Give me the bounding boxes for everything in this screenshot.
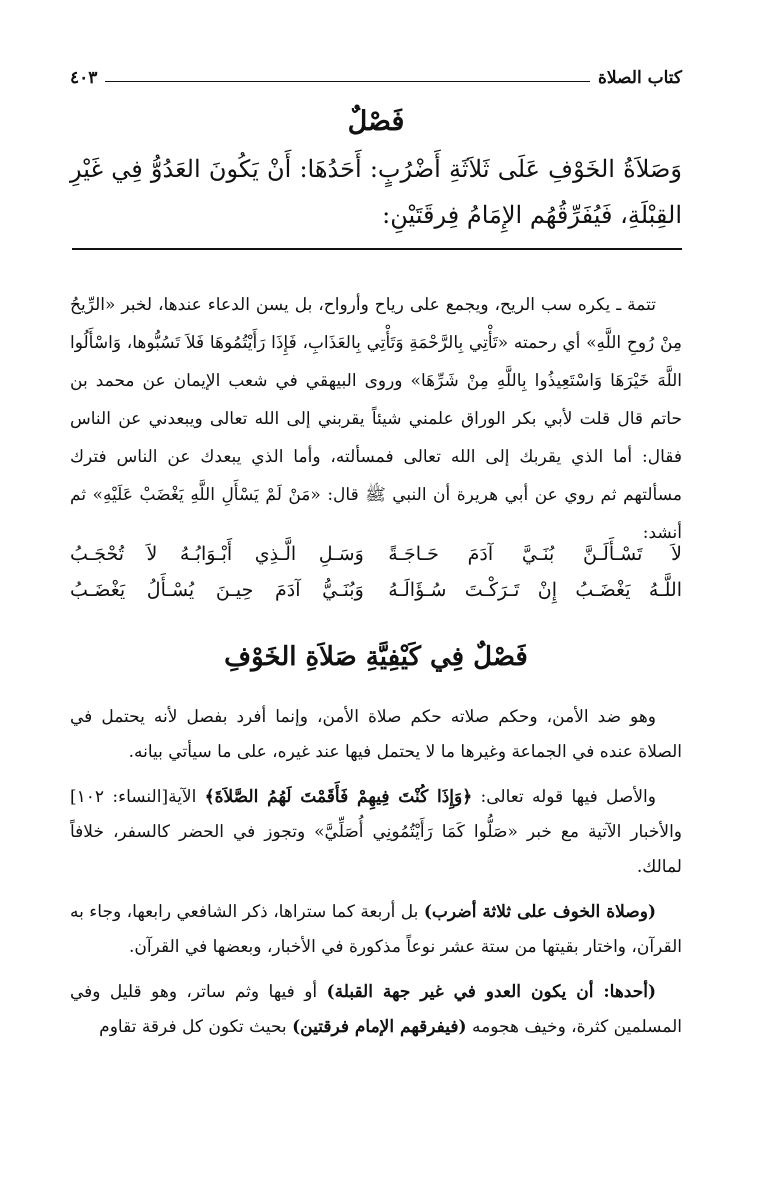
quran-verse: ﴿وَإِذَا كُنْتَ فِيهِمْ فَأَقَمْتَ لَهُمُ الصَّلاَةَ﴾ bbox=[204, 787, 473, 807]
commentary-paragraph: تتمة ـ يكره سب الريح، ويجمع على رياح وأرواح، بل يسن الدعاء عندها، لخبر «الرِّيحُ مِنْ رُوحِ اللَّهِ» أي رحمته «تَأْتِي بِالرَّحْمَةِ وَتَأْتِي بِالعَذَابِ، فَإِذَا رَأَيْتُمُوهَا فَلاَ تَسُبُّوها، وَاسْأَلُوا اللَّهَ خَيْرَهَا وَاسْتَعِيذُوا بِاللَّهِ مِنْ شَرِّهَا» وروى البيهقي في شعب الإيمان عن محمد بن حاتم قال قلت لأبي بكر الوراق علمني شيئاً يقربني إلى الله تعالى ويبعدني عن الناس فقال: أما الذي يقربك إلى الله تعالى فمسألته، وأما الذي يبعدك عن الناس فترك مسألتهم ثم روي عن أبي هريرة أن النبي ﷺ قال: «مَنْ لَمْ يَسْأَلِ اللَّهِ يَغْضَبْ عَلَيْهِ» ثم أنشد: bbox=[70, 295, 682, 543]
book-title: كتاب الصلاة bbox=[597, 68, 682, 88]
matn-quote: (وصلاة الخوف على ثلاثة أضرب) bbox=[423, 902, 656, 922]
section-paragraph: وهو ضد الأمن، وحكم صلاته حكم صلاة الأمن، وإنما أفرد بفصل لأنه يحتمل في الصلاة عنده في الجماعة وغيرها ما لا يحتمل فيها عند غيره، على ما سيأتي بيانه. bbox=[70, 707, 682, 762]
poem-hemistich-first: لاَ تَسْـأَلَـنَّ بُنَـيَّ آدَمَ حَـاجَـةً bbox=[388, 543, 682, 565]
paragraph-text: الآية[النساء: ١٠٢] والأخبار الآتية مع خبر «صَلُّوا كَمَا رَأَيْتُمُونِي أُصَلِّيَّ» وتجوز في الحضر كالسفر، خلافاً لمالك. bbox=[70, 787, 682, 877]
paragraph-text: والأصل فيها قوله تعالى: bbox=[472, 787, 656, 807]
matn-divider bbox=[72, 248, 682, 250]
poem-hemistich-second: وَسَـلِ الَّـذِي أَبْـوَابُـهُ لاَ تُحْجَـبُ bbox=[70, 543, 364, 565]
poem-verse bbox=[70, 572, 682, 608]
paragraph-text: بحيث تكون كل فرقة تقاوم bbox=[99, 1017, 293, 1037]
poem-hemistich-first: اللَّـهُ يَغْضَـبُ إِنْ تَـرَكْـتَ سُـؤَالَـهُ bbox=[388, 579, 682, 601]
matn-quote: (أحدها: أن يكون العدو في غير جهة القبلة) bbox=[326, 982, 657, 1002]
page-number: ٤٠٣ bbox=[70, 68, 98, 88]
section-heading: فَصْلٌ فِي كَيْفِيَّةِ صَلاَةِ الخَوْفِ bbox=[224, 642, 528, 672]
poem bbox=[70, 536, 682, 608]
section-paragraph bbox=[70, 895, 682, 965]
commentary-block bbox=[70, 286, 682, 552]
paragraph-text: أو فيها وثم ساتر، وهو قليل وفي المسلمين كثرة، وخيف هجومه bbox=[70, 982, 682, 1037]
running-header bbox=[70, 58, 682, 88]
matn-text-block bbox=[70, 146, 682, 238]
matn-heading: فَصْلٌ bbox=[347, 106, 405, 137]
section-paragraph bbox=[70, 975, 682, 1045]
paragraph-text: بل أربعة كما ستراها، ذكر الشافعي رابعها، وجاء به القرآن، واختار بقيتها من ستة عشر نوعاً مذكورة في الأخبار، وبعضها في القرآن. bbox=[70, 902, 682, 957]
poem-hemistich-second: وَبُنَـيُّ آدَمَ حِيـنَ يُسْـأَلُ يَغْضَـبُ bbox=[70, 579, 364, 601]
section-paragraph bbox=[70, 780, 682, 885]
section-body bbox=[70, 700, 682, 1051]
header-rule bbox=[105, 81, 590, 82]
matn-quote: (فيفرقهم الإمام فرقتين) bbox=[292, 1017, 467, 1037]
matn-text: وَصَلاَةُ الخَوْفِ عَلَى ثَلاَثَةِ أَضْرُبٍ: أَحَدُهَا: أَنْ يَكُونَ العَدُوُّ فِي غَيْرِ القِبْلَةِ، فَيُفَرِّقُهُم الإِمَامُ فِرقَتَيْنِ: bbox=[70, 155, 682, 229]
poem-verse bbox=[70, 536, 682, 572]
